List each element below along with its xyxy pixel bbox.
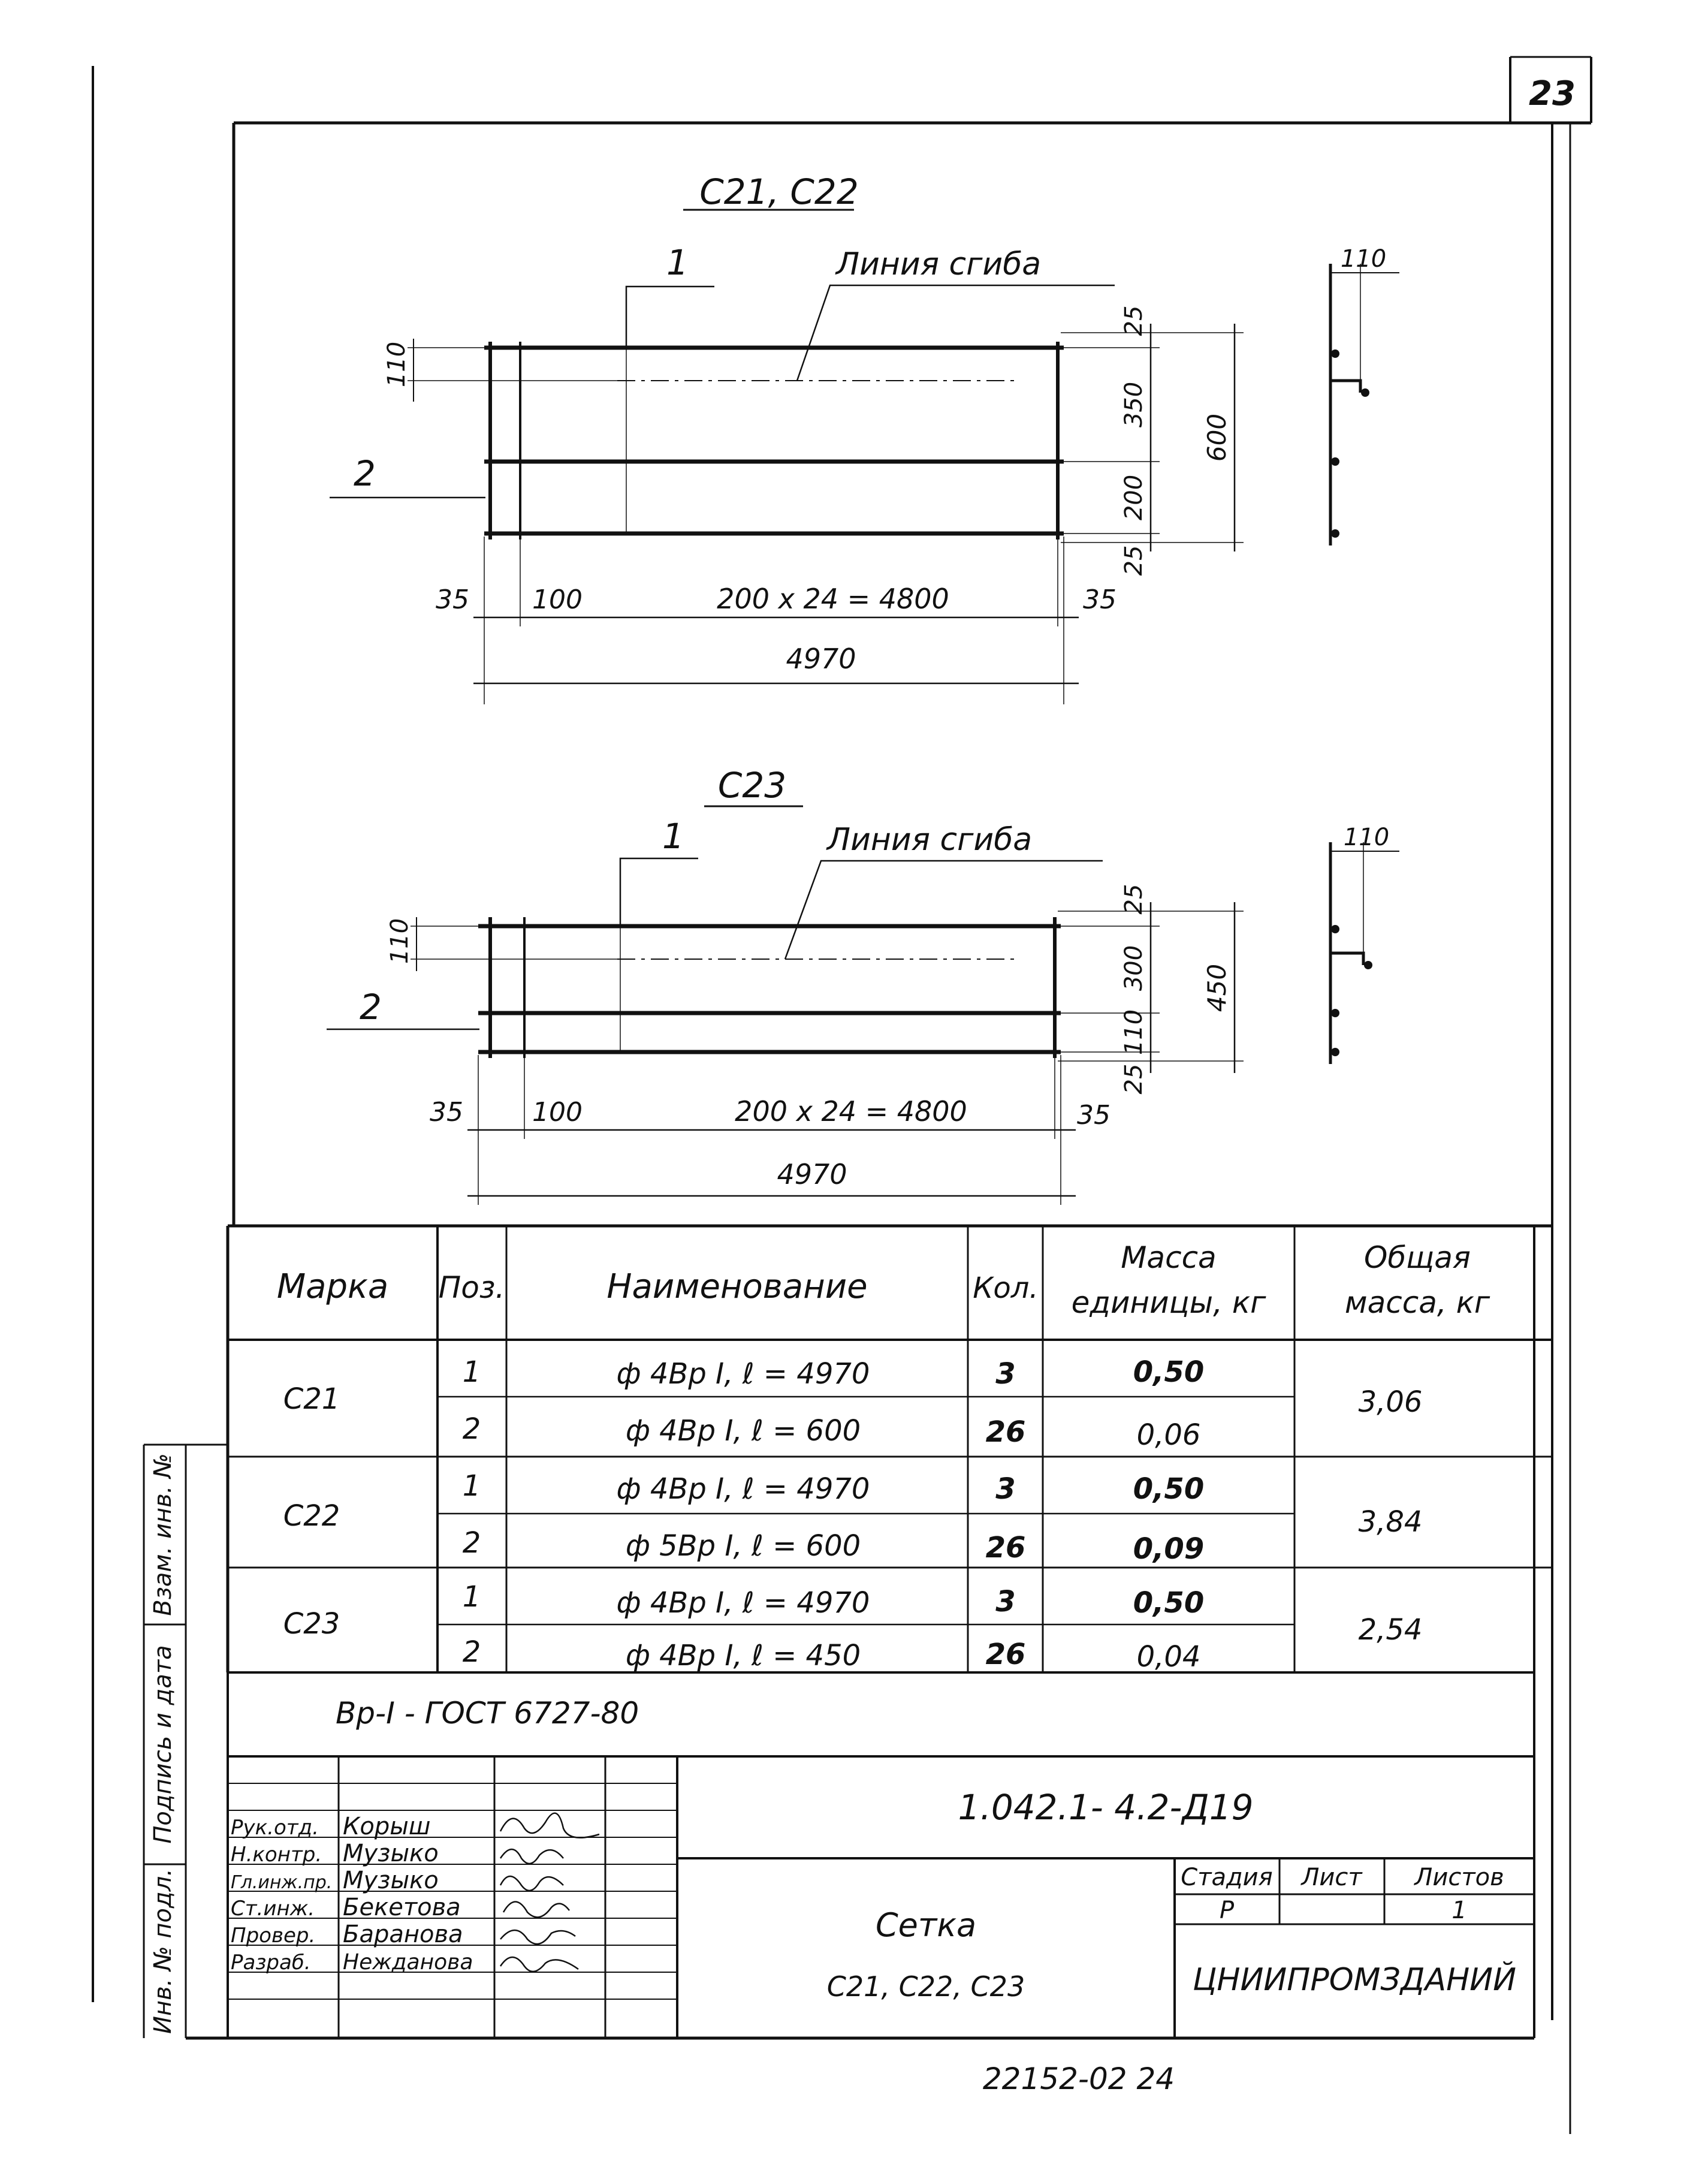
dim-bottom-first: 100	[532, 584, 583, 615]
pos-cell: 1	[462, 1580, 481, 1614]
qty-cell: 3	[995, 1585, 1016, 1618]
sheet-number: 23	[1529, 74, 1576, 113]
mesh-drawing-c23	[327, 765, 1399, 1205]
dim-top-offset: 110	[386, 918, 414, 965]
unit-mass-cell: 0,09	[1133, 1532, 1205, 1566]
footer-code: 22152-02 24	[982, 2061, 1175, 2096]
dim-bottom-middle: 200 х 24 = 4800	[735, 1095, 967, 1128]
replace-inv-label: Взам. инв. №	[149, 1453, 177, 1616]
qty-cell: 3	[995, 1357, 1016, 1391]
steel-note: Вр-I - ГОСТ 6727-80	[336, 1696, 639, 1731]
sheet-label: Лист	[1301, 1864, 1362, 1891]
pos-cell: 2	[462, 1526, 481, 1560]
total-mass-cell: 3,06	[1358, 1385, 1423, 1419]
product-name: Сетка	[875, 1906, 977, 1944]
person-name: Баранова	[343, 1921, 463, 1948]
role-label: Провер.	[231, 1924, 316, 1948]
position-1-label: 1	[662, 816, 684, 857]
unit-mass-cell: 0,06	[1136, 1418, 1201, 1452]
qty-cell: 26	[985, 1531, 1026, 1565]
role-label: Рук.отд.	[231, 1816, 319, 1840]
pos-cell: 2	[462, 1412, 481, 1446]
qty-cell: 3	[995, 1472, 1016, 1506]
header-total-mass-2: масса, кг	[1344, 1285, 1490, 1320]
mesh-drawing-c21-c22	[330, 171, 1399, 704]
person-name: Нежданова	[343, 1950, 473, 1975]
name-cell: ф 4Вр I, ℓ = 600	[625, 1414, 861, 1448]
dim-bottom-left: 35	[436, 584, 469, 615]
dim-bottom-middle: 200 х 24 = 4800	[717, 583, 949, 615]
header-qty: Кол.	[973, 1271, 1039, 1305]
header-unit-mass: Масса	[1121, 1240, 1217, 1275]
total-mass-cell: 2,54	[1358, 1613, 1423, 1647]
dim-length: 4970	[786, 643, 856, 675]
dim-right-3: 200	[1120, 474, 1148, 521]
qty-cell: 26	[985, 1415, 1026, 1449]
name-cell: ф 4Вр I, ℓ = 4970	[616, 1357, 870, 1391]
pos-cell: 1	[462, 1469, 481, 1503]
name-cell: ф 4Вр I, ℓ = 4970	[616, 1586, 870, 1620]
signature-date-label: Подпись и дата	[149, 1645, 177, 1844]
dim-right-4: 25	[1120, 545, 1148, 576]
position-2-label: 2	[354, 453, 376, 494]
person-name: Музыко	[343, 1840, 439, 1867]
pos-cell: 2	[462, 1635, 481, 1669]
role-label: Разраб.	[231, 1951, 311, 1975]
side-dim: 110	[1340, 245, 1387, 273]
inv-number-label: Инв. № подл.	[149, 1868, 177, 2034]
person-name: Музыко	[343, 1867, 439, 1894]
unit-mass-cell: 0,04	[1136, 1640, 1201, 1674]
mark-cell: С22	[283, 1499, 340, 1533]
person-name: Корыш	[343, 1813, 431, 1840]
header-mark: Марка	[276, 1267, 389, 1306]
drawing-title: С21, С22	[699, 171, 859, 212]
dim-total-height: 450	[1202, 963, 1232, 1012]
total-mass-cell: 3,84	[1358, 1505, 1423, 1539]
mark-cell: С23	[283, 1607, 340, 1641]
dim-right-1: 25	[1120, 305, 1148, 336]
dim-right-4: 25	[1120, 1063, 1148, 1095]
position-1-label: 1	[666, 242, 689, 283]
mark-cell: С21	[283, 1382, 340, 1416]
qty-cell: 26	[985, 1638, 1026, 1671]
stage-value: Р	[1219, 1897, 1235, 1924]
name-cell: ф 4Вр I, ℓ = 4970	[616, 1472, 870, 1506]
position-2-label: 2	[360, 987, 382, 1027]
sheets-label: Листов	[1414, 1864, 1504, 1891]
drawing-title: С23	[717, 765, 787, 806]
name-cell: ф 4Вр I, ℓ = 450	[625, 1639, 861, 1672]
dim-right-1: 25	[1120, 884, 1148, 915]
unit-mass-cell: 0,50	[1133, 1586, 1205, 1620]
role-label: Н.контр.	[231, 1843, 322, 1867]
header-name: Наименование	[606, 1267, 868, 1306]
stage-label: Стадия	[1181, 1864, 1273, 1891]
dim-bottom-right: 35	[1083, 584, 1116, 615]
unit-mass-cell: 0,50	[1133, 1472, 1205, 1506]
dim-bottom-left: 35	[430, 1097, 463, 1128]
dim-bottom-right: 35	[1077, 1100, 1110, 1131]
dim-total-height: 600	[1202, 413, 1232, 462]
unit-mass-cell: 0,50	[1133, 1355, 1205, 1389]
document-code: 1.042.1- 4.2-Д19	[958, 1787, 1254, 1828]
dim-top-offset: 110	[383, 341, 411, 388]
header-unit-mass-2: единицы, кг	[1071, 1285, 1266, 1320]
dim-length: 4970	[777, 1158, 847, 1190]
name-cell: ф 5Вр I, ℓ = 600	[625, 1529, 861, 1563]
bend-line-label: Линия сгиба	[827, 822, 1033, 858]
person-name: Бекетова	[343, 1894, 461, 1921]
pos-cell: 1	[462, 1355, 481, 1389]
dim-bottom-first: 100	[532, 1097, 583, 1128]
dim-right-2: 350	[1120, 381, 1148, 428]
header-total-mass: Общая	[1363, 1240, 1471, 1275]
side-dim: 110	[1343, 824, 1390, 851]
side-stamp	[144, 1445, 228, 2038]
dim-right-2: 300	[1120, 945, 1148, 991]
product-marks: С21, С22, С23	[826, 1970, 1025, 2003]
sheets-value: 1	[1452, 1897, 1467, 1924]
organization: ЦНИИПРОМЗДАНИЙ	[1193, 1962, 1516, 1998]
bend-line-label: Линия сгиба	[836, 246, 1042, 282]
role-label: Ст.инж.	[231, 1897, 315, 1921]
dim-right-3: 110	[1120, 1009, 1148, 1056]
header-pos: Поз.	[438, 1270, 505, 1305]
role-label: Гл.инж.пр.	[231, 1872, 333, 1893]
